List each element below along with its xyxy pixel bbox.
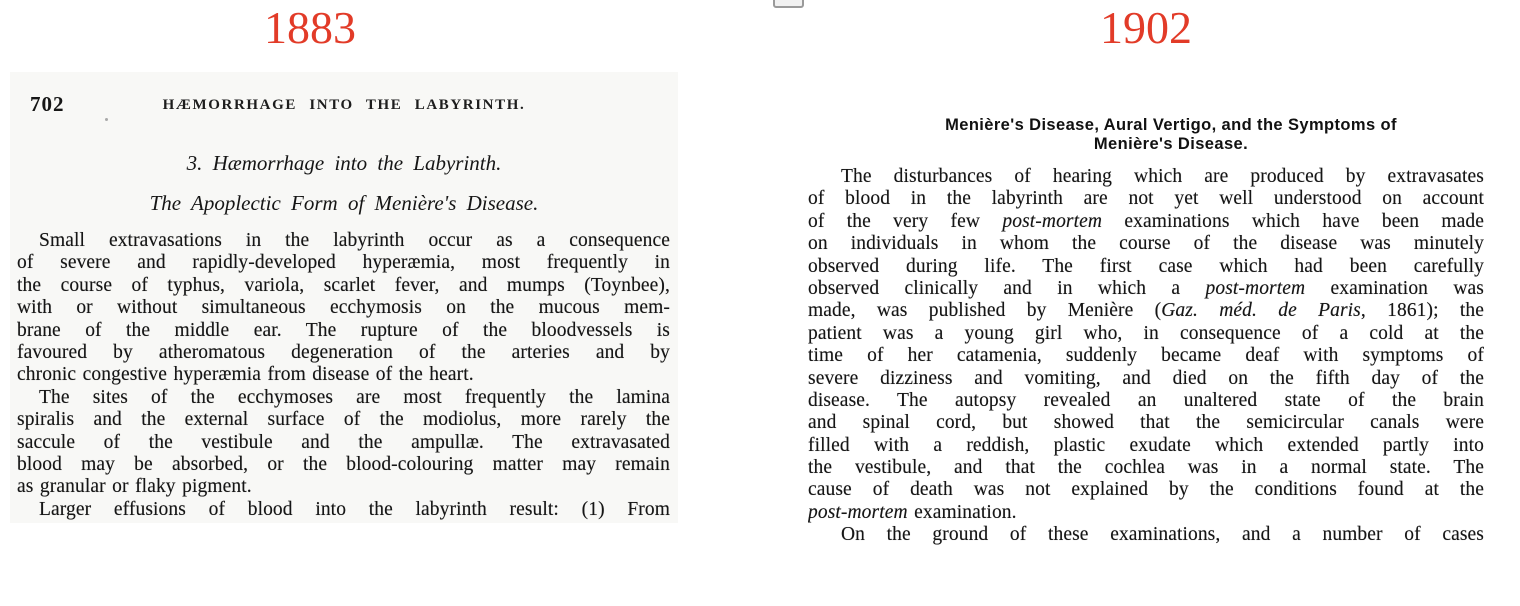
text-line xyxy=(808,166,1484,188)
text-line xyxy=(17,387,670,409)
text-line xyxy=(17,454,670,476)
italic-text-segment: post-mortem xyxy=(808,501,908,523)
text-line xyxy=(17,230,670,252)
running-head: HÆMORRHAGE INTO THE LABYRINTH. xyxy=(162,97,526,113)
text-segment: patient was a young girl who, in consequence of a cold at the xyxy=(808,322,1484,344)
text-segment: Small extravasations in the labyrinth occur as a consequence xyxy=(39,230,670,251)
text-segment: on individuals in whom the course of the disease was minutely xyxy=(808,233,1484,255)
text-segment: observed during life. The first case which had been carefully xyxy=(808,255,1484,277)
text-line xyxy=(808,278,1484,300)
text-line xyxy=(17,432,670,454)
body-text-1902 xyxy=(808,166,1484,547)
text-line xyxy=(808,412,1484,434)
text-line xyxy=(808,256,1484,278)
text-segment: On the ground of these examinations, and a number of cases xyxy=(841,524,1484,546)
text-line xyxy=(808,233,1484,255)
text-segment: time of her catamenia, suddenly became deaf with symptoms of xyxy=(808,345,1484,367)
chapter-heading-line2: Menière's Disease. xyxy=(1093,135,1249,153)
text-segment: favoured by atheromatous degeneration of the arteries and by xyxy=(17,341,670,363)
italic-text-segment: Gaz. méd. de Paris xyxy=(1161,300,1361,322)
text-segment: disease. The autopsy revealed an unaltered state of the brain xyxy=(808,389,1484,411)
text-line xyxy=(808,300,1484,322)
scanned-page-1883 xyxy=(10,72,678,523)
text-segment: observed clinically and in which a xyxy=(808,277,1206,299)
text-segment: cause of death was not explained by the conditions found at the xyxy=(808,479,1484,501)
text-segment: The sites of the ecchymoses are most frequently the lamina xyxy=(39,386,670,408)
text-line xyxy=(808,390,1484,412)
italic-text-segment: post-mortem xyxy=(1205,277,1306,299)
text-segment: examination. xyxy=(907,501,1017,523)
italic-text-segment: post-mortem xyxy=(1002,210,1103,232)
text-line xyxy=(808,479,1484,501)
text-segment: severe dizziness and vomiting, and died on the fifth day of the xyxy=(808,367,1484,389)
text-line xyxy=(17,409,670,431)
text-segment: the vestibule, and that the cochlea was in a normal state. The xyxy=(808,457,1484,479)
text-segment: examinations which have been made xyxy=(1102,210,1484,232)
clipped-toolbar-button[interactable] xyxy=(773,0,804,8)
text-segment: as granular or flaky pigment. xyxy=(17,476,252,498)
text-line xyxy=(17,499,670,521)
scanned-page-1902 xyxy=(808,110,1484,549)
text-line xyxy=(808,345,1484,367)
section-title: 3. Hæmorrhage into the Labyrinth. xyxy=(186,151,502,175)
scan-artifact-speck xyxy=(105,118,108,121)
text-line xyxy=(808,457,1484,479)
text-segment: blood may be absorbed, or the blood-colouring matter may remain xyxy=(17,453,670,475)
text-segment: Larger effusions of blood into the labyrinth result: (1) From xyxy=(39,498,670,520)
text-line xyxy=(808,188,1484,210)
chapter-heading xyxy=(858,116,1484,154)
text-segment: of severe and rapidly-developed hyperæmia, most frequently in xyxy=(17,252,670,274)
text-segment: and spinal cord, but showed that the semicircular canals were xyxy=(808,412,1484,434)
text-line xyxy=(808,211,1484,233)
text-line xyxy=(17,297,670,319)
text-segment: chronic congestive hyperæmia from disease of the heart. xyxy=(17,364,474,386)
text-line xyxy=(17,275,670,297)
text-segment: saccule of the vestibule and the ampullæ. The extravasated xyxy=(17,431,670,453)
text-line xyxy=(808,502,1484,524)
text-segment: The disturbances of hearing which are produced by extravasates xyxy=(841,166,1484,187)
text-segment: filled with a reddish, plastic exudate which extended partly into xyxy=(808,434,1484,456)
text-segment: spiralis and the external surface of the modiolus, more rarely the xyxy=(17,409,670,431)
text-segment: brane of the middle ear. The rupture of the bloodvessels is xyxy=(17,319,670,341)
text-line xyxy=(808,323,1484,345)
text-segment: the course of typhus, variola, scarlet fever, and mumps (Toynbee), xyxy=(17,274,670,296)
text-line xyxy=(17,320,670,342)
text-line xyxy=(17,342,670,364)
text-segment: of blood in the labyrinth are not yet well understood on account xyxy=(808,188,1484,210)
text-segment: examination was xyxy=(1305,277,1484,299)
body-text-1883 xyxy=(17,230,670,521)
text-line xyxy=(17,364,670,386)
section-subtitle: The Apoplectic Form of Menière's Disease. xyxy=(149,191,539,215)
year-label-1902: 1902 xyxy=(1100,2,1192,53)
year-label-1883: 1883 xyxy=(264,2,356,53)
text-line xyxy=(808,524,1484,546)
text-line xyxy=(808,368,1484,390)
text-line xyxy=(17,476,670,498)
text-line xyxy=(17,252,670,274)
text-segment: , 1861); the xyxy=(1360,300,1484,322)
text-segment: made, was published by Menière ( xyxy=(808,300,1162,322)
chapter-heading-line1: Menière's Disease, Aural Vertigo, and the Symptoms of xyxy=(945,116,1397,134)
page-number: 702 xyxy=(30,92,65,116)
text-line xyxy=(808,435,1484,457)
text-segment: with or without simultaneous ecchymosis on the mucous mem- xyxy=(17,297,670,319)
text-segment: of the very few xyxy=(808,210,1003,232)
